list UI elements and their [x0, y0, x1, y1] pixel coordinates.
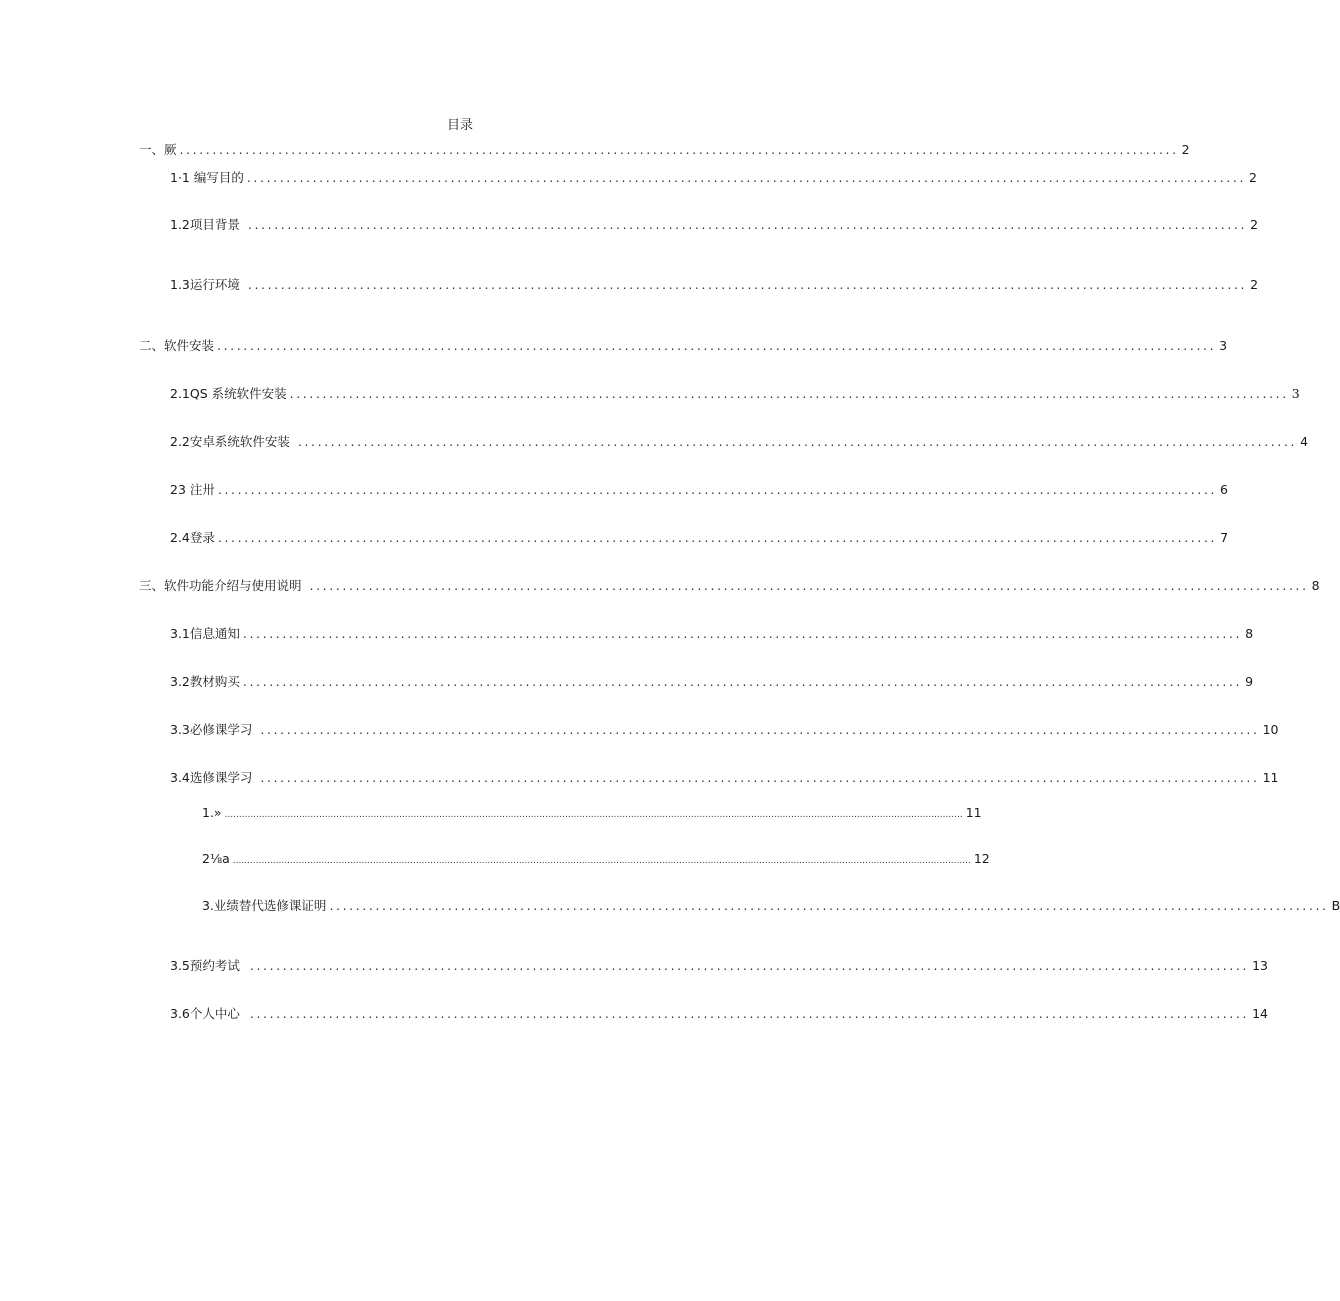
- toc-section-number: 3.4: [170, 770, 190, 785]
- toc-page-number: 3: [1219, 338, 1228, 353]
- toc-entry-text: 3.业绩替代选修课证明: [202, 898, 327, 913]
- toc-page-number: 8: [1245, 626, 1254, 641]
- toc-entry[interactable]: [170, 770, 1279, 786]
- toc-section-number: 3.6: [170, 1006, 190, 1021]
- toc-page-number: 9: [1245, 674, 1254, 689]
- toc-page-number: 10: [1262, 722, 1279, 737]
- toc-entry[interactable]: [170, 277, 1259, 293]
- toc-entry[interactable]: [170, 1006, 1268, 1022]
- toc-page-number: 2: [1249, 170, 1257, 185]
- dot-leader: ..................................................................................................................................................................................................................................................................: [224, 810, 963, 820]
- toc-entry[interactable]: [202, 898, 1340, 914]
- dot-leader: ........................................................................................................................................................: [247, 277, 1248, 292]
- toc-section-number: 1.2: [170, 217, 190, 232]
- dot-leader: ........................................................................................................................................................: [329, 898, 1329, 913]
- dot-leader: ........................................................................................................................................................: [260, 722, 1260, 737]
- toc-page-number: 3: [1291, 386, 1300, 401]
- toc-page-number: 12: [973, 851, 990, 866]
- toc-section-number: 3.5: [170, 958, 190, 973]
- dot-leader: ........................................................................................................................................................: [289, 386, 1289, 401]
- toc-entry[interactable]: [170, 674, 1254, 690]
- dot-leader: ........................................................................................................................................................: [247, 217, 1248, 232]
- toc-section-number: 2.2: [170, 434, 190, 449]
- toc-entry[interactable]: [139, 142, 1190, 158]
- toc-page-number: 11: [1262, 770, 1279, 785]
- toc-entry-text: 项目背景: [189, 217, 240, 232]
- dot-leader: ........................................................................................................................................................: [246, 170, 1247, 185]
- toc-entry[interactable]: [170, 434, 1309, 450]
- toc-page-number: 2: [1250, 217, 1259, 232]
- toc-entry[interactable]: [139, 578, 1320, 594]
- toc-entry-text: 运行环境: [189, 277, 240, 292]
- toc-section-number: 1.3: [170, 277, 190, 292]
- toc-page-number: B: [1331, 898, 1340, 913]
- toc-entry[interactable]: [139, 338, 1228, 354]
- toc-entry-text: 预约考试: [189, 958, 240, 973]
- toc-entry-text: 教材购买: [189, 674, 240, 689]
- toc-page-number: 11: [965, 805, 982, 820]
- toc-page-number: 8: [1311, 578, 1320, 593]
- toc-entry[interactable]: [170, 170, 1257, 186]
- dot-leader: ........................................................................................................................................................: [249, 958, 1250, 973]
- dot-leader: ........................................................................................................................................................: [217, 338, 1217, 353]
- toc-section-number: 2.1: [170, 386, 190, 401]
- toc-entry-text: 必修课学习: [189, 722, 253, 737]
- toc-page-number: 2: [1181, 142, 1190, 157]
- toc-entry[interactable]: [202, 805, 982, 821]
- toc-entry[interactable]: [170, 530, 1229, 546]
- dot-leader: ........................................................................................................................................................: [242, 674, 1243, 689]
- toc-entry[interactable]: [170, 722, 1279, 738]
- dot-leader: ........................................................................................................................................................: [217, 530, 1218, 545]
- toc-entry[interactable]: [170, 386, 1300, 402]
- toc-entry[interactable]: [202, 851, 990, 867]
- toc-entry-text: 二、软件安装: [139, 338, 215, 353]
- toc-entry[interactable]: [170, 626, 1254, 642]
- toc-entry-text: 信息通知: [189, 626, 240, 641]
- toc-entry-text: 登录: [189, 530, 215, 545]
- toc-page-number: 6: [1220, 482, 1228, 497]
- toc-section-number: 3.2: [170, 674, 190, 689]
- toc-entry-text: 2⅛a: [202, 851, 230, 866]
- dot-leader: ........................................................................................................................................................: [242, 626, 1243, 641]
- toc-page-number: 2: [1250, 277, 1259, 292]
- toc-entry-text: 23 注卅: [170, 482, 215, 497]
- dot-leader: ..................................................................................................................................................................................................................................................................: [232, 856, 971, 866]
- dot-leader: ........................................................................................................................................................: [179, 142, 1179, 157]
- dot-leader: ........................................................................................................................................................: [217, 482, 1218, 497]
- toc-section-number: 3.1: [170, 626, 190, 641]
- toc-page-number: 4: [1300, 434, 1309, 449]
- toc-entry[interactable]: [170, 482, 1228, 498]
- toc-entry-text: 1.»: [202, 805, 222, 820]
- toc-entry[interactable]: [170, 958, 1268, 974]
- toc-entry-text: QS 系统软件安装: [189, 386, 287, 401]
- toc-entry[interactable]: [170, 217, 1259, 233]
- toc-entry-text: 个人中心: [189, 1006, 240, 1021]
- toc-section-number: 2.4: [170, 530, 190, 545]
- toc-entry-text: 安卓系统软件安装: [189, 434, 290, 449]
- toc-section-number: 3.3: [170, 722, 190, 737]
- toc-title: 目录: [446, 118, 473, 133]
- toc-page-number: 7: [1220, 530, 1229, 545]
- dot-leader: ........................................................................................................................................................: [249, 1006, 1250, 1021]
- dot-leader: ........................................................................................................................................................: [260, 770, 1260, 785]
- dot-leader: ........................................................................................................................................................: [297, 434, 1298, 449]
- toc-page-number: 14: [1252, 1006, 1268, 1021]
- dot-leader: ........................................................................................................................................................: [309, 578, 1309, 593]
- toc-entry-text: 选修课学习: [189, 770, 253, 785]
- toc-entry-text: 三、软件功能介绍与使用说明: [139, 578, 302, 593]
- toc-entry-text: 1·1 编写目的: [170, 170, 244, 185]
- toc-entry-text: 一、厥: [139, 142, 177, 157]
- toc-page-number: 13: [1252, 958, 1268, 973]
